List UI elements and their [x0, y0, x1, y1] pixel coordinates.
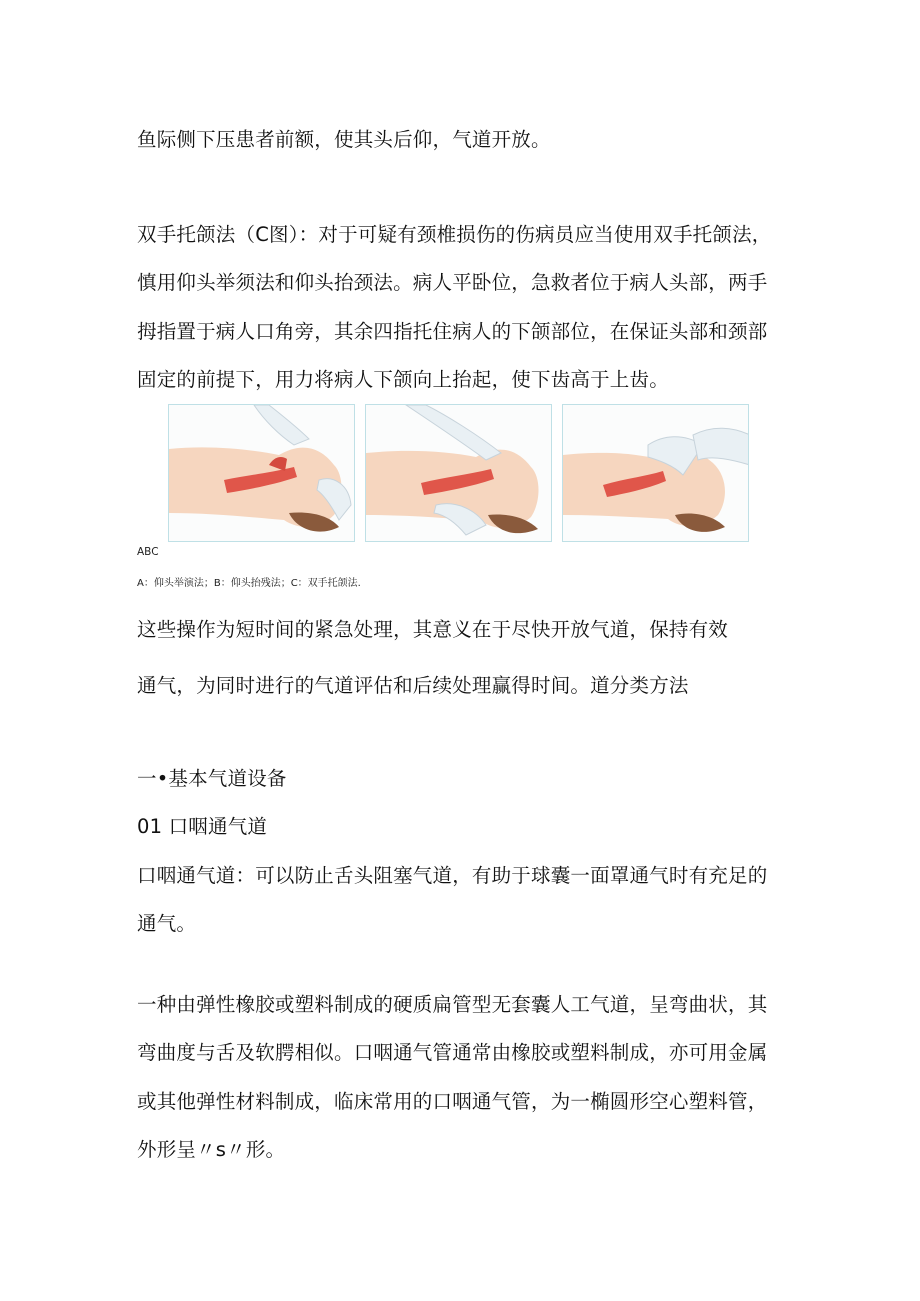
- paragraph-line: 鱼际侧下压患者前额，使其头后仰，气道开放。: [137, 128, 551, 151]
- paragraph-line: 慎用仰头举须法和仰头抬颈法。病人平卧位，急救者位于病人头部，两手: [137, 271, 768, 294]
- paragraph-line: 这些操作为短时间的紧急处理，其意义在于尽快开放气道，保持有效: [137, 618, 729, 641]
- subsection-heading: 01 口咽通气道: [137, 815, 268, 838]
- paragraph-line: 一种由弹性橡胶或塑料制成的硬质扁管型无套囊人工气道，呈弯曲状，其: [137, 993, 768, 1016]
- head-tilt-chin-lift-illustration: [169, 405, 355, 542]
- figure-panel-c: [562, 404, 749, 542]
- figure-label: ABC: [137, 546, 159, 558]
- paragraph-line: 固定的前提下，用力将病人下颌向上抬起，使下齿高于上齿。: [137, 368, 669, 391]
- airway-figure: [168, 404, 750, 544]
- paragraph-line: 双手托颌法（C图）：对于可疑有颈椎损伤的伤病员应当使用双手托颌法，: [137, 223, 772, 246]
- paragraph-line: 外形呈〃s〃形。: [137, 1138, 286, 1161]
- paragraph-line: 通气，为同时进行的气道评估和后续处理赢得时间。道分类方法: [137, 674, 689, 697]
- figure-panel-b: [365, 404, 552, 542]
- paragraph-line: 口咽通气道：可以防止舌头阻塞气道，有助于球囊一面罩通气时有充足的: [137, 864, 768, 887]
- figure-caption: A：仰头举演法；B：仰头抬残法；C：双手托颌法.: [137, 578, 361, 589]
- paragraph-line: 通气。: [137, 912, 197, 935]
- head-tilt-neck-lift-illustration: [366, 405, 552, 542]
- section-heading: 一•基本气道设备: [137, 767, 287, 790]
- paragraph-line: 拇指置于病人口角旁，其余四指托住病人的下颌部位，在保证头部和颈部: [137, 320, 768, 343]
- paragraph-line: 弯曲度与舌及软腭相似。口咽通气管通常由橡胶或塑料制成，亦可用金属: [137, 1041, 768, 1064]
- jaw-thrust-illustration: [563, 405, 749, 542]
- figure-panel-a: [168, 404, 355, 542]
- paragraph-line: 或其他弹性材料制成，临床常用的口咽通气管，为一椭圆形空心塑料管，: [137, 1090, 768, 1113]
